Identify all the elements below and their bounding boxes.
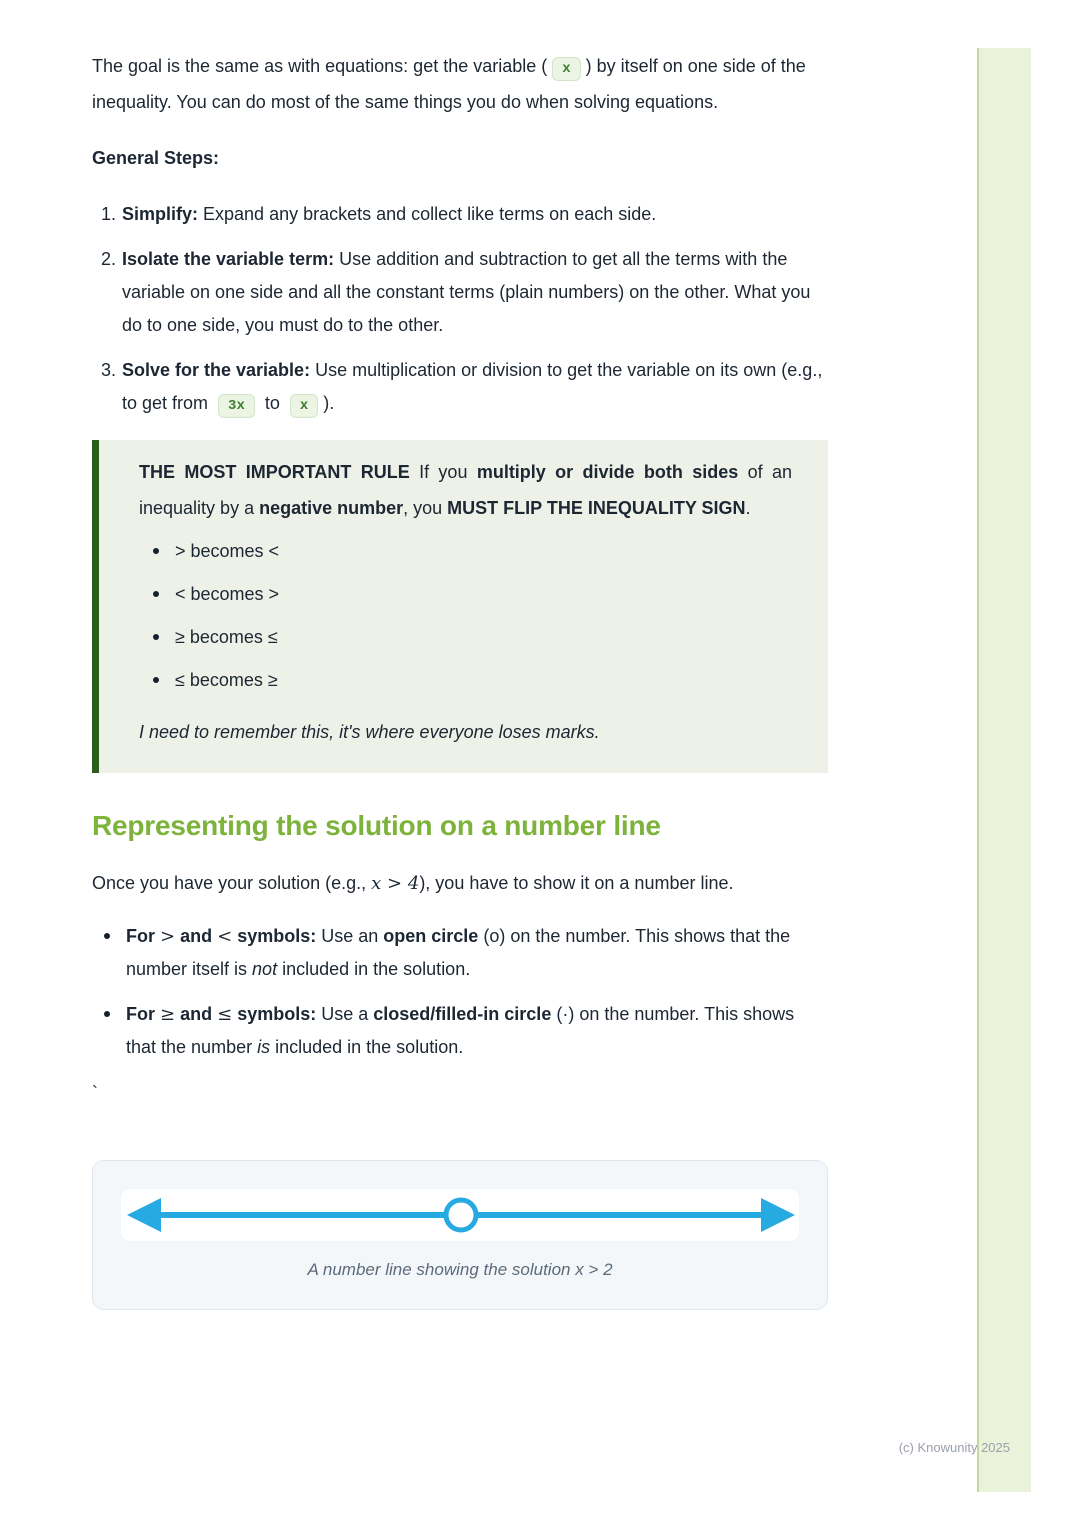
number-line-figure — [92, 1160, 828, 1310]
callout-title — [139, 454, 792, 526]
inline-code-chip: x — [290, 394, 318, 418]
bullet-dot — [104, 933, 110, 939]
text-run: THE MOST IMPORTANT RULE — [139, 462, 410, 482]
math-text: ≤ — [217, 1004, 233, 1025]
inline-code-chip: x — [552, 57, 580, 81]
list-item — [92, 998, 828, 1064]
text-run: Use an — [316, 926, 384, 946]
text-run: The goal is the same as with equations: get the variable ( — [92, 56, 548, 76]
bullet-dot — [153, 634, 159, 640]
text-run: symbols: — [232, 1004, 317, 1024]
copyright-footer: (c) Knowunity 2025 — [898, 1440, 1010, 1455]
text-run: is — [257, 1037, 271, 1057]
list-item — [92, 243, 828, 342]
intro-paragraph — [92, 48, 828, 120]
rule-text: < becomes > — [175, 584, 280, 604]
bullet-dot — [153, 677, 159, 683]
list-item-text — [122, 243, 828, 342]
list-item-text — [122, 198, 828, 231]
stray-backtick: ` — [92, 1083, 98, 1103]
text-run: included in the solution. — [270, 1037, 464, 1057]
text-run: and — [175, 1004, 218, 1024]
list-item — [92, 198, 828, 231]
text-run: For — [126, 1004, 160, 1024]
list-item — [139, 536, 792, 566]
list-item-text — [126, 920, 828, 986]
text-run: multiply or divide both sides — [476, 462, 739, 482]
math-text: > — [160, 926, 176, 947]
text-run: closed/filled-in circle — [373, 1004, 552, 1024]
text-run: and — [175, 926, 218, 946]
list-item-number: 1. — [101, 204, 117, 224]
important-rule-callout — [92, 440, 828, 773]
inline-code-chip: 3x — [218, 394, 255, 418]
math-text: < — [217, 926, 233, 947]
text-run: of an inequality by a — [139, 462, 793, 518]
figure-caption: A number line showing the solution x > 2 — [307, 1260, 613, 1279]
text-run: Isolate the variable term: — [122, 249, 335, 269]
text-run: MUST FLIP THE INEQUALITY SIGN — [447, 498, 746, 518]
text-run: to — [259, 393, 285, 413]
text-run: Use a — [316, 1004, 374, 1024]
list-item-text — [126, 998, 828, 1064]
text-run: For — [126, 926, 160, 946]
rule-text: ≤ becomes ≥ — [175, 670, 278, 690]
list-item-number: 2. — [101, 249, 117, 269]
text-run: (o) on the number. This shows that the number itself is — [126, 926, 791, 979]
list-item — [139, 665, 792, 695]
sign-flip-rules-list — [139, 536, 792, 695]
section-heading-number-line: Representing the solution on a number line — [92, 810, 661, 841]
rule-text: > becomes < — [175, 541, 280, 561]
list-item-text — [122, 354, 828, 420]
list-item-number: 3. — [101, 360, 117, 380]
general-steps-list — [92, 198, 828, 420]
math-text: x > 4 — [371, 873, 420, 894]
text-run: Use multiplication or division to get the variable on its own (e.g., to get from — [122, 360, 823, 413]
text-run: open circle — [383, 926, 479, 946]
text-run: ) by itself on one side of the inequality. You can do most of the same things you do when solving equations. — [92, 56, 806, 112]
circle-symbols-list — [92, 920, 828, 1064]
arrow-left-icon — [127, 1198, 161, 1232]
math-text: ≥ — [160, 1004, 176, 1025]
text-run: included in the solution. — [277, 959, 471, 979]
arrow-right-icon — [761, 1198, 795, 1232]
bullet-dot — [153, 591, 159, 597]
text-run: If you — [409, 462, 477, 482]
text-run: ). — [323, 393, 335, 413]
open-circle-marker — [446, 1200, 476, 1230]
page-margin-strip — [977, 48, 1031, 1492]
text-run: ), you have to show it on a number line. — [419, 873, 734, 893]
bullet-dot — [104, 1011, 110, 1017]
rule-text: ≥ becomes ≤ — [175, 627, 278, 647]
text-run: negative number — [259, 498, 404, 518]
number-line-graphic — [121, 1189, 801, 1241]
text-run: Once you have your solution (e.g., — [92, 873, 372, 893]
text-run: Simplify: — [122, 204, 199, 224]
list-item — [92, 354, 828, 420]
text-run: symbols: — [232, 926, 317, 946]
document-content — [92, 0, 828, 1328]
number-line-track — [121, 1189, 799, 1241]
text-run: , you — [403, 498, 448, 518]
number-line-intro-paragraph — [92, 865, 828, 902]
callout-note: I need to remember this, it's where everyone loses marks. — [139, 722, 600, 742]
text-run: Solve for the variable: — [122, 360, 311, 380]
bullet-dot — [153, 548, 159, 554]
general-steps-heading: General Steps: — [92, 148, 220, 168]
list-item — [92, 920, 828, 986]
text-run: Expand any brackets and collect like terms on each side. — [198, 204, 657, 224]
list-item — [139, 579, 792, 609]
text-run: not — [252, 959, 278, 979]
list-item — [139, 622, 792, 652]
text-run: Use addition and subtraction to get all the terms with the variable on one side and all the constant terms (plain numbers) on the other. What you do to one side, you must do to the other. — [122, 249, 811, 335]
text-run: . — [745, 498, 751, 518]
text-run: (·) on the number. This shows that the number — [126, 1004, 795, 1057]
